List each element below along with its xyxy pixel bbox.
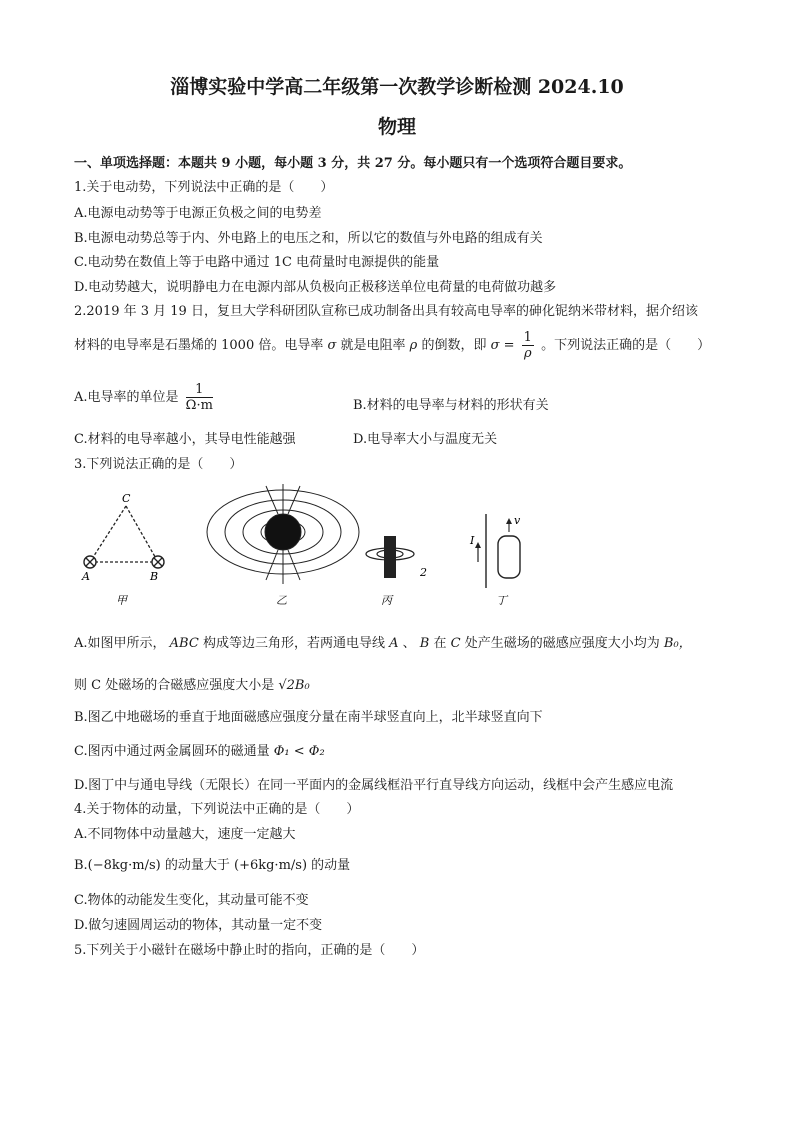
q3-stem: 3.下列说法正确的是（ ） xyxy=(74,457,243,472)
label-ding: 丁 xyxy=(496,594,507,607)
q4-b-text-end: 的动量 xyxy=(311,858,351,873)
figure-ding xyxy=(469,514,521,607)
formula-fraction xyxy=(522,330,534,361)
q2-option-c: C.材料的电导率越小，其导电性能越强 xyxy=(74,432,296,447)
q2-stem-text-b: 就是电阻率 xyxy=(340,338,406,353)
q1-option-d: D.电动势越大，说明静电力在电源内部从负极向正极移送单位电荷量的电荷做功越多 xyxy=(74,280,557,295)
figure-bing xyxy=(366,536,427,607)
subject-title: 物理 xyxy=(377,116,416,138)
label-b: B xyxy=(150,570,159,583)
wire-a-icon xyxy=(84,556,96,568)
q3-a-text-c: C xyxy=(450,636,461,651)
q3-a-text-5: 则 C 处磁场的合磁感应强度大小是 xyxy=(74,678,275,693)
label-bing: 丙 xyxy=(381,594,392,607)
q3-a-text-2: 构成等边三角形，若两通电导线 xyxy=(202,636,385,651)
label-yi: 乙 xyxy=(276,594,287,607)
q2-stem-line1: 2.2019 年 3 月 19 日，复旦大学科研团队宣称已成功制备出具有较高电导率的砷化铌纳米带材料，据介绍该 xyxy=(74,304,698,319)
q2-option-b: B.材料的电导率与材料的形状有关 xyxy=(353,398,549,413)
q3-a-text-abc: ABC xyxy=(169,636,199,651)
section-heading: 一、单项选择题：本题共 9 小题，每小题 3 分，共 27 分。每小题只有一个选项符合题目要求。 xyxy=(74,156,632,171)
q3-figures xyxy=(78,484,538,609)
metal-frame-icon xyxy=(498,536,520,578)
q2-stem-text-a: 材料的电导率是石墨烯的 1000 倍。电导率 xyxy=(74,338,324,353)
q1-option-a: A.电源电动势等于电源正负极之间的电势差 xyxy=(74,206,322,221)
earth-icon xyxy=(265,514,301,550)
q3-c-formula: Φ₁ < Φ₂ xyxy=(273,744,325,759)
q3-a-text-a: A xyxy=(389,636,399,651)
unit-denominator: Ω·m xyxy=(185,398,213,413)
q3-a-formula: √2B₀ xyxy=(278,678,310,693)
q4-option-a: A.不同物体中动量越大，速度一定越大 xyxy=(74,827,296,842)
q4-option-b xyxy=(74,854,350,873)
fraction-denominator: ρ xyxy=(523,346,532,361)
fraction-numerator: 1 xyxy=(523,330,532,345)
q5-stem: 5.下列关于小磁针在磁场中静止时的指向，正确的是（ ） xyxy=(74,943,425,958)
q4-b-momentum-2: (+6kg·m/s) xyxy=(234,858,308,873)
label-c: C xyxy=(122,492,131,505)
label-a: A xyxy=(82,570,90,583)
label-velocity: v xyxy=(514,514,521,527)
q2-stem-line2 xyxy=(74,330,710,361)
q2-option-a-text: A.电导率的单位是 xyxy=(74,390,179,405)
q3-option-b: B.图乙中地磁场的垂直于地面磁感应强度分量在南半球竖直向上，北半球竖直向下 xyxy=(74,710,543,725)
q3-c-text: C.图丙中通过两金属圆环的磁通量 xyxy=(74,744,270,759)
q4-b-text: 的动量大于 xyxy=(164,858,230,873)
q3-a-text-4: 处产生磁场的磁感应强度大小均为 xyxy=(464,636,660,651)
q3-option-d: D.图丁中与通电导线（无限长）在同一平面内的金属线框沿平行直导线方向运动，线框中会产生感应电流 xyxy=(74,778,674,793)
q2-stem-text-d: 。下列说法正确的是（ ） xyxy=(541,338,711,353)
q3-a-text-3: 在 xyxy=(433,636,447,651)
unit-numerator: 1 xyxy=(186,382,213,398)
rho-symbol: ρ xyxy=(409,338,418,353)
q2-option-a xyxy=(74,382,216,413)
q2-option-d: D.电导率大小与温度无关 xyxy=(353,432,498,447)
q3-option-a-line2 xyxy=(74,674,310,693)
q3-option-c xyxy=(74,740,325,759)
sigma-symbol: σ xyxy=(327,338,337,353)
q3-a-text-b0: B₀， xyxy=(663,636,692,651)
q3-a-text-1: A.如图甲所示， xyxy=(74,636,166,651)
q4-b-momentum-1: B.(−8kg·m/s) xyxy=(74,858,161,873)
q4-option-c: C.物体的动能发生变化，其动量可能不变 xyxy=(74,893,309,908)
figure-jia xyxy=(81,492,164,607)
bar-magnet-icon xyxy=(384,536,396,578)
q1-option-b: B.电源电动势总等于内、外电路上的电压之和，所以它的数值与外电路的组成有关 xyxy=(74,231,543,246)
current-arrow-icon xyxy=(475,542,481,548)
wire-b-icon xyxy=(152,556,164,568)
figure-yi xyxy=(207,484,359,607)
q4-option-d: D.做匀速圆周运动的物体，其动量一定不变 xyxy=(74,918,323,933)
exam-title: 淄博实验中学高二年级第一次教学诊断检测 2024.10 xyxy=(170,76,624,98)
label-ring2: 2 xyxy=(420,566,427,579)
q3-a-text-sep: 、 xyxy=(402,636,416,651)
velocity-arrow-icon xyxy=(506,518,512,524)
label-jia: 甲 xyxy=(116,594,127,607)
q3-option-a-line1 xyxy=(74,632,692,651)
q1-stem: 1.关于电动势，下列说法中正确的是（ ） xyxy=(74,180,334,195)
q2-stem-text-c: 的倒数，即 xyxy=(421,338,487,353)
formula-lhs: σ = xyxy=(490,338,515,353)
label-current: I xyxy=(470,534,475,547)
q1-option-c: C.电动势在数值上等于电路中通过 1C 电荷量时电源提供的能量 xyxy=(74,255,440,270)
unit-fraction xyxy=(186,382,213,413)
q3-a-text-b: B xyxy=(419,636,430,651)
q4-stem: 4.关于物体的动量，下列说法中正确的是（ ） xyxy=(74,802,360,817)
